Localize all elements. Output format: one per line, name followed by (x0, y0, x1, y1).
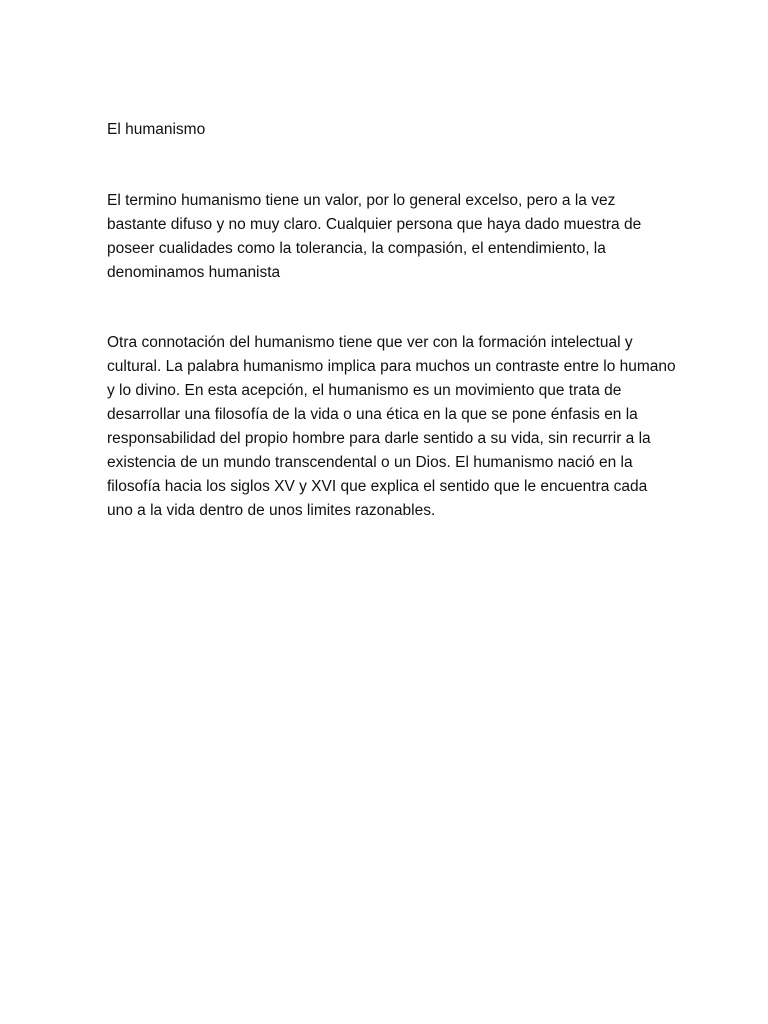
paragraph-definition: El termino humanismo tiene un valor, por lo general excelso, pero a la vez bastante difuso y no muy claro. Cualquier persona que haya dado muestra de poseer cualidades como la tolerancia, la compasión, el entendimiento, la denominamos humanista (107, 192, 642, 281)
document-title: El humanismo (107, 121, 206, 138)
document-page (107, 118, 677, 523)
paragraph-connotation: Otra connotación del humanismo tiene que ver con la formación intelectual y cultural. La palabra humanismo implica para muchos un contraste entre lo humano y lo divino. En esta acepción, el humanismo es un movimiento que trata de desarrollar una filosofía de la vida o una ética en la que se pone énfasis en la responsabilidad del propio hombre para darle sentido a su vida, sin recurrir a la existencia de un mundo transcendental o un Dios. El humanismo nació en la filosofía hacia los siglos XV y XVI que explica el sentido que le encuentra cada uno a la vida dentro de unos limites razonables. (107, 334, 676, 519)
